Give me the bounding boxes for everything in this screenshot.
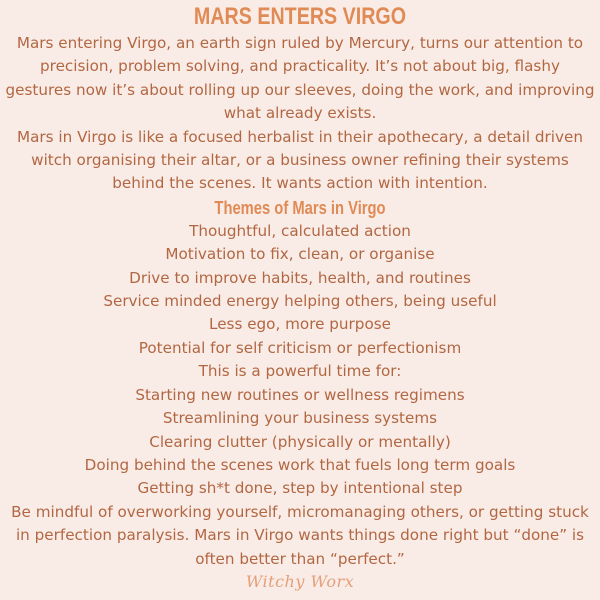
powerful-time-item: Getting sh*t done, step by intentional step xyxy=(137,479,463,498)
intro-section xyxy=(0,32,600,196)
intro-line: behind the scenes. It wants action with intention. xyxy=(112,174,488,193)
theme-item: Drive to improve habits, health, and routines xyxy=(129,268,471,287)
closing-line: often better than “perfect.” xyxy=(195,549,405,568)
signature-logo: Witchy Worx xyxy=(245,571,355,591)
page-title: MARS ENTERS VIRGO xyxy=(193,3,407,30)
theme-item: Less ego, more purpose xyxy=(209,315,391,334)
powerful-time-intro: This is a powerful time for: xyxy=(198,362,402,381)
intro-line: gestures now it’s about rolling up our sleeves, doing the work, and improving xyxy=(5,80,595,99)
powerful-time-item: Starting new routines or wellness regimens xyxy=(135,385,465,404)
theme-item: Thoughtful, calculated action xyxy=(189,221,411,240)
powerful-time-list xyxy=(0,384,600,501)
themes-heading: Themes of Mars in Virgo xyxy=(214,197,386,218)
closing-line: in perfection paralysis. Mars in Virgo wants things done right but “done” is xyxy=(15,526,585,545)
theme-item: Service minded energy helping others, being useful xyxy=(103,292,497,311)
closing-line: Be mindful of overworking yourself, micromanaging others, or getting stuck xyxy=(11,502,589,521)
powerful-time-item: Streamlining your business systems xyxy=(162,409,438,428)
intro-line: Mars entering Virgo, an earth sign ruled by Mercury, turns our attention to xyxy=(16,34,584,52)
theme-item: Motivation to fix, clean, or organise xyxy=(165,245,435,264)
intro-line: precision, problem solving, and practicality. It’s not about big, flashy xyxy=(40,57,560,76)
powerful-time-item: Doing behind the scenes work that fuels long term goals xyxy=(84,455,516,474)
intro-line: Mars in Virgo is like a focused herbalist in their apothecary, a detail driven xyxy=(17,127,583,146)
intro-line: what already exists. xyxy=(223,104,377,123)
powerful-time-item: Clearing clutter (physically or mentally) xyxy=(149,432,451,451)
themes-list xyxy=(0,220,600,360)
closing-section xyxy=(0,501,600,571)
intro-line: witch organising their altar, or a business owner refining their systems xyxy=(31,151,569,170)
theme-item: Potential for self criticism or perfectionism xyxy=(138,338,462,357)
